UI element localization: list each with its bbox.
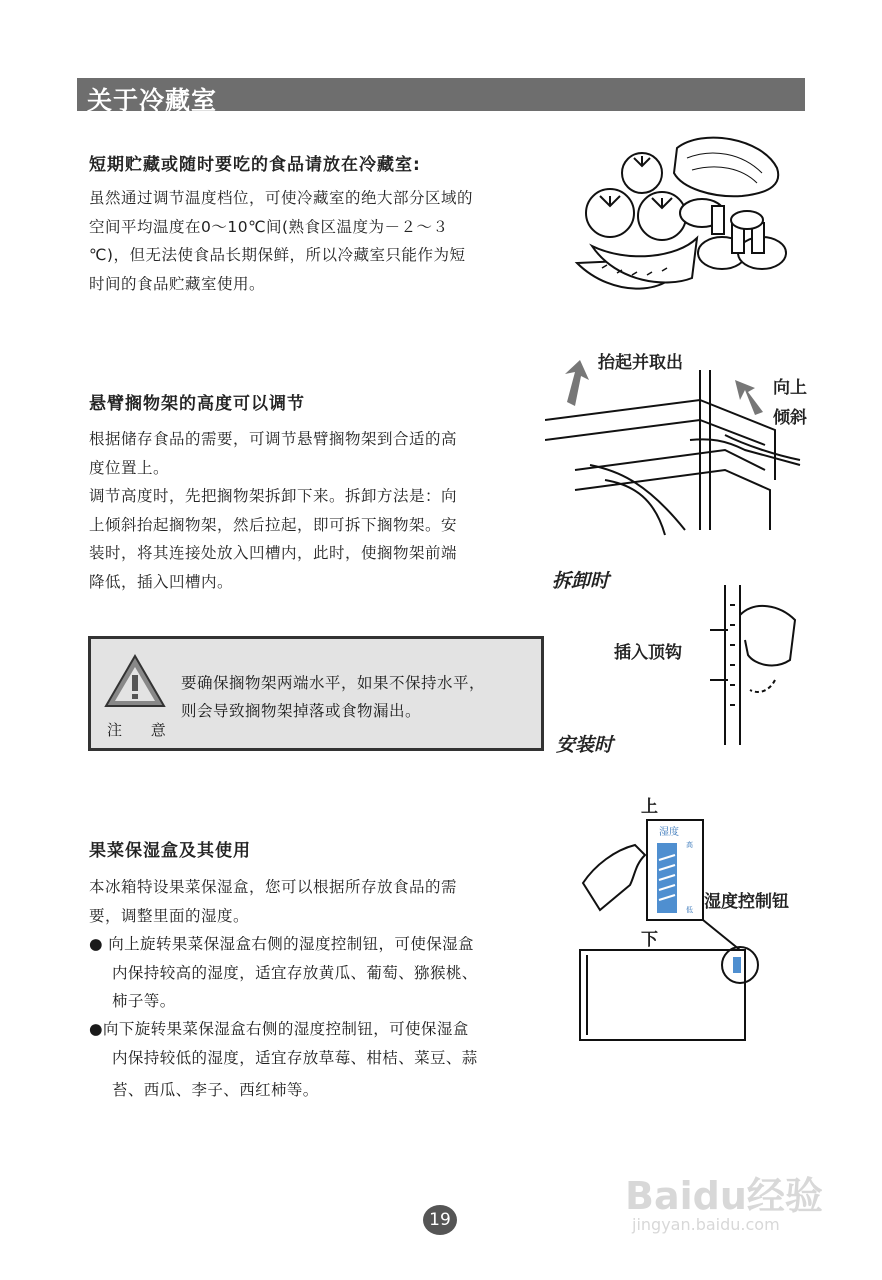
label-tilt-up-1: 向上 bbox=[773, 378, 807, 398]
food-illustration bbox=[572, 128, 812, 308]
text-line: 苔、西瓜、李子、西红柿等。 bbox=[112, 1081, 319, 1099]
humidity-box-illustration bbox=[575, 815, 765, 1060]
label-lift-remove: 抬起并取出 bbox=[598, 353, 683, 373]
warning-triangle-icon bbox=[103, 653, 167, 709]
text-line: 本冰箱特设果菜保湿盒，您可以根据所存放食品的需 bbox=[89, 878, 458, 896]
text-line: 虽然通过调节温度档位，可使冷藏室的绝大部分区域的 bbox=[89, 189, 474, 207]
section-title-bar bbox=[77, 78, 805, 115]
label-humidity-knob: 湿度控制钮 bbox=[704, 892, 789, 912]
text-line: ℃)，但无法使食品长期保鲜，所以冷藏室只能作为短 bbox=[89, 246, 466, 264]
text-line: 度位置上。 bbox=[89, 458, 170, 477]
warning-label: 注 意 bbox=[107, 721, 178, 739]
warning-line: 要确保搁物架两端水平，如果不保持水平， bbox=[181, 674, 486, 692]
humidity-dial-title: 湿度 bbox=[659, 827, 679, 838]
text-line: ●向下旋转果菜保湿盒右侧的湿度控制钮，可使保湿盒 bbox=[89, 1020, 469, 1038]
caption-install: 安装时 bbox=[556, 734, 614, 756]
text-line: 调节高度时，先把搁物架拆卸下来。拆卸方法是：向 bbox=[89, 487, 458, 505]
page-number: 19 bbox=[423, 1205, 457, 1235]
humidity-dial-low: 低 bbox=[686, 906, 693, 914]
text-line: 内保持较低的湿度，适宜存放草莓、柑桔、菜豆、蒜 bbox=[112, 1048, 478, 1067]
text-line: 柿子等。 bbox=[112, 992, 176, 1010]
section2-heading: 悬臂搁物架的高度可以调节 bbox=[89, 394, 305, 414]
label-down: 下 bbox=[641, 930, 658, 950]
watermark-url: jingyan.baidu.com bbox=[632, 1215, 780, 1234]
label-up: 上 bbox=[641, 797, 658, 817]
text-line: 时间的食品贮藏室使用。 bbox=[89, 274, 266, 293]
text-line: 上倾斜抬起搁物架，然后拉起，即可拆下搁物架。安 bbox=[89, 515, 458, 534]
text-line: 装时，将其连接处放入凹槽内，此时，使搁物架前端 bbox=[89, 544, 458, 562]
bullet-item-low-humidity bbox=[89, 1015, 478, 1105]
text-line: ● 向上旋转果菜保湿盒右侧的湿度控制钮，可使保湿盒 bbox=[89, 935, 474, 953]
section1-heading: 短期贮藏或随时要吃的食品请放在冷藏室: bbox=[89, 155, 421, 175]
text-line: 要，调整里面的湿度。 bbox=[89, 906, 250, 925]
warning-text bbox=[181, 669, 485, 725]
warning-line: 则会导致搁物架掉落或食物漏出。 bbox=[181, 702, 422, 720]
warning-box bbox=[88, 636, 544, 751]
shelf-install-illustration bbox=[700, 585, 810, 745]
watermark-logo: Baidu经验 bbox=[625, 1174, 823, 1218]
caption-removal: 拆卸时 bbox=[552, 570, 610, 592]
page-title: 关于冷藏室 bbox=[87, 86, 218, 115]
shelf-removal-illustration bbox=[545, 360, 805, 550]
section3-heading: 果菜保湿盒及其使用 bbox=[89, 841, 251, 861]
label-tilt-up-2: 倾斜 bbox=[773, 408, 807, 428]
bullet-item-high-humidity bbox=[89, 930, 478, 1016]
label-insert-hook: 插入顶钩 bbox=[614, 643, 682, 663]
humidity-dial-high: 高 bbox=[686, 841, 693, 849]
text-line: 空间平均温度在0～10℃间(熟食区温度为－２～３ bbox=[89, 217, 449, 236]
section1-paragraph bbox=[89, 184, 473, 298]
text-line: 根据储存食品的需要，可调节悬臂搁物架到合适的高 bbox=[89, 430, 458, 448]
text-line: 内保持较高的湿度，适宜存放黄瓜、葡萄、猕猴桃、 bbox=[112, 963, 478, 982]
section3-intro bbox=[89, 873, 457, 930]
text-line: 降低，插入凹槽内。 bbox=[89, 572, 234, 591]
section2-paragraph bbox=[89, 425, 457, 596]
